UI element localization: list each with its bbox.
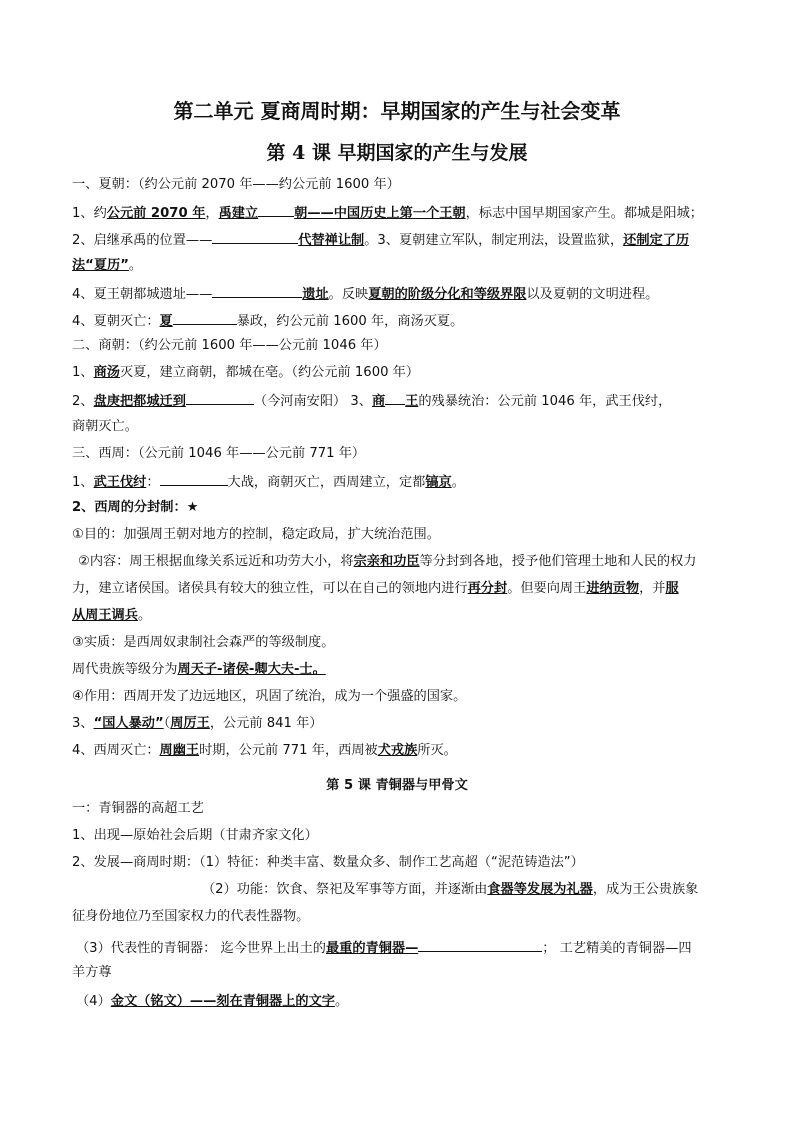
fill-blank [418, 938, 542, 952]
shang-line-2: 2、盘庚把都城迁到 （今河南安阳） 3、商 王的残暴统治：公元前 1046 年，武王伐纣， [72, 391, 671, 411]
shang-line-2-cont: 商朝灭亡。 [72, 419, 138, 434]
fengjian-content-cont: 力，建立诸侯国。诸侯具有较大的独立性，可以在自己的领地内进行再分封。但要向周王进纳贡物，并服 [72, 581, 679, 596]
xia-heading: 一、夏朝：（约公元前 2070 年——约公元前 1600 年） [72, 177, 400, 192]
fill-blank [212, 230, 298, 244]
xia-line-2: 2、启继承禹的位置—— 代替禅让制。3、夏朝建立军队，制定刑法，设置监狱，还制定了历 [72, 230, 689, 250]
guoren-uprising: 3、“国人暴动”（周厉王，公元前 841 年） [72, 716, 323, 731]
zhou-heading: 三、西周：（公元前 1046 年——公元前 771 年） [72, 446, 366, 461]
fengjian-effect: ④作用：西周开发了边远地区，巩固了统治，成为一个强盛的国家。 [72, 689, 467, 704]
fill-blank [173, 311, 237, 325]
fengjian-content: ②内容：周王根据血缘关系远近和功劳大小，将宗亲和功臣等分封到各地，授予他们管理土地和人民的权力 [78, 554, 697, 569]
shang-heading: 二、商朝：（约公元前 1600 年——公元前 1046 年） [72, 338, 387, 353]
bronze-origin: 1、出现—原始社会后期（甘肃齐家文化） [72, 828, 318, 843]
fengjian-essence: ③实质：是西周奴隶制社会森严的等级制度。 [72, 635, 335, 650]
lesson-4-title: 第 4 课 早期国家的产生与发展 [266, 142, 528, 164]
fengjian-heading: 2、西周的分封制：★ [72, 500, 199, 515]
xia-line-3: 4、夏王朝都城遗址—— 遗址。反映夏朝的阶级分化和等级界限以及夏朝的文明进程。 [72, 284, 658, 304]
noble-ranks: 周代贵族等级分为周天子-诸侯-卿大夫-士。 [72, 662, 326, 677]
bronze-representative: （3）代表性的青铜器： 迄今世界上出土的最重的青铜器— ； 工艺精美的青铜器—四 [76, 938, 692, 958]
bronze-function-cont: 征身份地位乃至国家权力的代表性器物。 [72, 909, 310, 924]
fill-blank [186, 391, 254, 405]
zhou-fall: 4、西周灭亡：周幽王时期，公元前 771 年，西周被犬戎族所灭。 [72, 743, 457, 758]
fill-blank [385, 391, 405, 405]
fengjian-purpose: ①目的：加强周王朝对地方的控制，稳定政局，扩大统治范围。 [72, 527, 440, 542]
shang-line-1: 1、商汤灭夏，建立商朝，都城在亳。（约公元前 1600 年） [72, 365, 420, 380]
lesson-5-title: 第 5 课 青铜器与甲骨文 [326, 778, 468, 793]
unit-title: 第二单元 夏商周时期：早期国家的产生与社会变革 [173, 99, 621, 123]
fill-blank [212, 284, 302, 298]
bronze-development: 2、发展—商周时期：（1）特征：种类丰富、数量众多、制作工艺高超（“泥范铸造法”） [72, 855, 584, 870]
bronze-heading: 一：青铜器的高超工艺 [72, 801, 204, 816]
bronze-function: （2）功能：饮食、祭祀及军事等方面，并逐渐由食器等发展为礼器，成为王公贵族象 [202, 882, 699, 897]
fengjian-content-cont-2: 从周王调兵。 [72, 608, 152, 623]
bronze-representative-cont: 羊方尊 [72, 965, 112, 980]
xia-line-1: 1、约公元前 2070 年，禹建立 朝——中国历史上第一个王朝，标志中国早期国家产生。都城是阳城； [72, 203, 703, 223]
fill-blank [258, 203, 294, 217]
zhou-line-1: 1、武王伐纣： 大战，商朝灭亡，西周建立，定都镐京。 [72, 472, 465, 492]
fill-blank [160, 472, 228, 486]
xia-line-4: 4、夏朝灭亡：夏 暴政，约公元前 1600 年，商汤灭夏。 [72, 311, 463, 331]
bronze-inscription: （4）金文（铭文）——刻在青铜器上的文字。 [76, 994, 349, 1009]
xia-line-2-cont: 法“夏历”。 [72, 258, 143, 273]
